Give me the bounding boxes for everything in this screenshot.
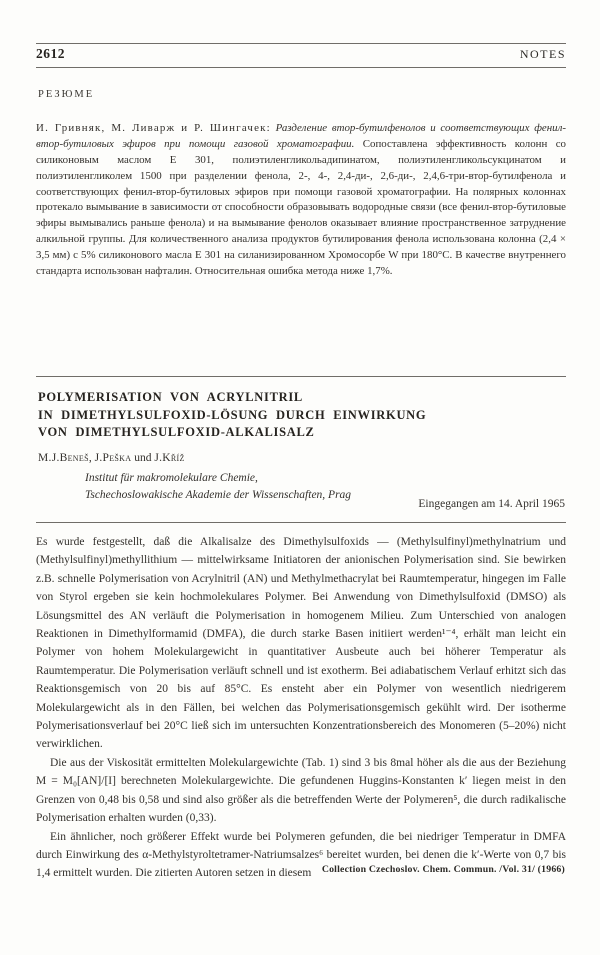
affiliation	[85, 470, 351, 504]
page-number: 2612	[36, 46, 65, 61]
divider-rule-under-received	[36, 522, 566, 523]
authors-separator: ,	[88, 452, 95, 464]
section-label: NOTES	[519, 47, 566, 61]
resume-authors: И. Гривняк, М. Ливарж и Р. Шингачек:	[36, 121, 271, 134]
authors-conjunction: und	[131, 452, 155, 464]
article-body	[36, 533, 566, 883]
affiliation-line-2: Tschechoslowakische Akademie der Wissenschaften, Prag	[85, 489, 352, 501]
divider-rule-top	[36, 43, 566, 44]
footer-citation: Collection Czechoslov. Chem. Commun. /Vol. 31/ (1966)	[321, 864, 565, 875]
resume-text: Сопоставлена эффективность колонн со силиконовым маслом Е 301, полиэтиленгликольадипинатом, полиэтиленгликольсукцинатом и полиэтиленгликолем 1500 при разделении фенола, 2-, 4-, 2,4-ди-, 2,6-ди-, 2,4,6-три-втор-бутилфенола и соответствующих фенил-втор-бутиловых эфиров при помощи газовой хроматографии. На полярных колоннах протекало вымывание в зависимости от способности образовывать водородные связи (все фенил-втор-бутиловые эфиры вымывались раньше фенола) и на вымывание фенолов оказывает влияние пространственное затруднение алкильной группы. Для количественного анализа продуктов бутилирования фенола использована колонна (2,4 × 3,5 мм) с 5% силиконового масла Е 301 на силанизированном Хромосорбе W при 180°С. В качестве внутреннего стандарта использован нафталин. Относительная ошибка метода ниже 1,7%.	[36, 137, 566, 278]
resume-heading: РЕЗЮМЕ	[38, 89, 95, 100]
resume-paragraph	[36, 121, 566, 280]
article-title-line-2: IN DIMETHYLSULFOXID-LÖSUNG DURCH EINWIRKUNG	[38, 407, 427, 422]
page-header	[36, 46, 566, 62]
author-name: J.Kříž	[154, 452, 185, 464]
affiliation-line-1: Institut für makromolekulare Chemie,	[85, 472, 258, 484]
body-paragraph: Es wurde festgestellt, daß die Alkalisalze des Dimethylsulfoxids — (Methylsulfinyl)methylnatrium und (Methylsulfinyl)methyllithium — mittelwirksame Initiatoren der anionischen Polymerisation sind. Sie bewirken z.B. schnelle Polymerisation von Acrylnitril (AN) und Methylmethacrylat bei Raumtemperatur, hingegen im Falle von Styrol ergeben sie kein hochmolekulares Polymer. Bei Anwendung von Dimethylsulfoxid (DMSO) als Lösungsmittel des AN verläuft die Polymerisation in homogenem Milieu. Zum Unterschied von analogen Reaktionen in Dimethylformamid (DMFA), die durch starke Basen initiiert werden¹⁻⁴, erhält man leicht ein Polymer von hohem Molekulargewicht in quantitativer Ausbeute auch bei höherer Temperatur als Raumtemperatur. Die Polymerisation verläuft schnell und ist exotherm. Bei adiabatischem Verlauf erhitzt sich das Reaktionsgemisch von 20 bis auf 85°C. Es ensteht aber ein Polymer von wesentlich niedrigerem Molekulargewicht als in den Fällen, bei welchen das Polymerisationsgemisch gekühlt wird. Der isotherme Polymerisationsverlauf bei 20°C ließ sich im untersuchten Konzentrationsbereich des Monomeren (5–20%) nicht verwirklichen.	[36, 536, 566, 751]
author-name: M.J.Beneš	[38, 452, 89, 464]
author-name: J.Peška	[94, 452, 132, 464]
article-title	[38, 389, 426, 442]
body-paragraph: Ein ähnlicher, noch größerer Effekt wurde bei Polymeren gefunden, die bei niedriger Temperatur in DMFA durch Einwirkung des α-Methylstyroltetramer-Natriumsalzes⁶ bereitet wurden, bei denen die k′-Werte von 0,7 bis 1,4 ermittelt wurden. Die zitierten Autoren setzen in diesem	[36, 830, 566, 880]
divider-rule-under-header	[36, 67, 566, 68]
authors-line	[38, 452, 185, 464]
received-date: Eingegangen am 14. April 1965	[418, 498, 565, 510]
article-title-line-1: POLYMERISATION VON ACRYLNITRIL	[38, 390, 303, 404]
resume-article-title: Разделение втор-бутилфенолов и соответствующих фенил-втор-бутиловых эфиров при помощи газовой хроматографии.	[36, 121, 566, 150]
article-title-line-3: VON DIMETHYLSULFOXID-ALKALISALZ	[38, 425, 315, 439]
body-paragraph: Die aus der Viskosität ermittelten Molekulargewichte (Tab. 1) sind 3 bis 8mal höher als die aus der Beziehung M = M₀[AN]/[I] berechneten Molekulargewichte. Die gefundenen Huggins-Konstanten k′ liegen meist in den Grenzen von 0,48 bis 0,58 und sind also größer als die betreffenden Werte der Polymeren⁵, die durch radikalische Polymerisation erhalten wurden (0,33).	[36, 756, 566, 825]
divider-rule-above-title	[36, 376, 566, 377]
